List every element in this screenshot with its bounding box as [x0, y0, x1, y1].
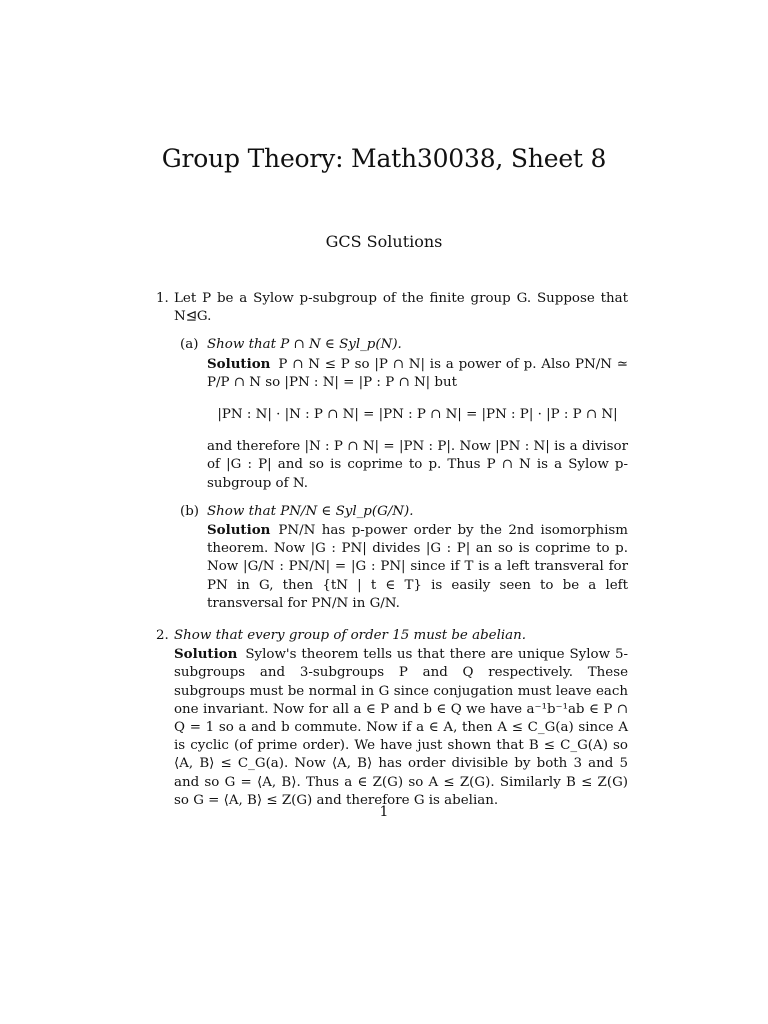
- question-prompt: Show that every group of order 15 must be abelian.: [174, 628, 527, 644]
- part-label: (a): [180, 337, 199, 353]
- part-prompt: Show that PN/N ∈ Syl_p(G/N).: [207, 503, 414, 519]
- solution-body: PN/N has p-power order by the 2nd isomorphism theorem. Now |G : PN| divides |G : P| an so is coprime to p. Now |G/N : PN/N| = |G : PN| since if T is a left transveral for PN in G, then {tN | t ∈ T} is easily seen to be a left transversal for PN/N in G/N.: [207, 523, 628, 611]
- page-title: Group Theory: Math30038, Sheet 8: [161, 144, 607, 173]
- solution-label: Solution: [207, 355, 271, 372]
- question-text: Let P be a Sylow p-subgroup of the finite group G. Suppose that N⊴G.: [174, 291, 628, 325]
- solution-text: [207, 355, 628, 392]
- question-1: [156, 290, 628, 613]
- page-number: 1: [379, 804, 389, 820]
- solution-body: P ∩ N ≤ P so |P ∩ N| is a power of p. Also PN/N ≃ P/P ∩ N so |PN : N| = |P : P ∩ N| but: [207, 356, 628, 390]
- page-subtitle: GCS Solutions: [325, 232, 443, 251]
- solution-label: Solution: [207, 522, 271, 539]
- solution-text: [207, 521, 628, 613]
- part-label: (b): [180, 503, 200, 519]
- question-1-part-b: [174, 503, 628, 613]
- question-number: 1.: [156, 291, 169, 306]
- solution-text: [174, 645, 628, 810]
- display-equation: |PN : N| · |N : P ∩ N| = |PN : P ∩ N| = |PN : P| · |P : P ∩ N|: [217, 407, 618, 423]
- question-1-part-a: [174, 336, 628, 492]
- solution-continuation: and therefore |N : P ∩ N| = |PN : P|. Now |PN : N| is a divisor of |G : P| and so is coprime to p. Thus P ∩ N is a Sylow p-subgroup of N.: [207, 439, 628, 491]
- problem-list: [156, 290, 628, 824]
- question-2: [156, 627, 628, 810]
- question-number: 2.: [156, 628, 169, 644]
- part-prompt: Show that P ∩ N ∈ Syl_p(N).: [207, 337, 402, 353]
- solution-body: Sylow's theorem tells us that there are unique Sylow 5-subgroups and 3-subgroups P and Q respectively. These subgroups must be normal in G since conjugation must leave each one invariant. Now for all a ∈ P and b ∈ Q we have a⁻¹b⁻¹ab ∈ P ∩ Q = 1 so a and b commute. Now if a ∈ A, then A ≤ C_G(a) since A is cyclic (of prime order). We have just shown that B ≤ C_G(A) so ⟨A, B⟩ ≤ C_G(a). Now ⟨A, B⟩ has order divisible by both 3 and 5 and so G = ⟨A, B⟩. Thus a ∈ Z(G) so A ≤ Z(G). Similarly B ≤ Z(G) so G = ⟨A, B⟩ ≤ Z(G) and therefore G is abelian.: [174, 647, 628, 808]
- solution-label: Solution: [174, 646, 238, 663]
